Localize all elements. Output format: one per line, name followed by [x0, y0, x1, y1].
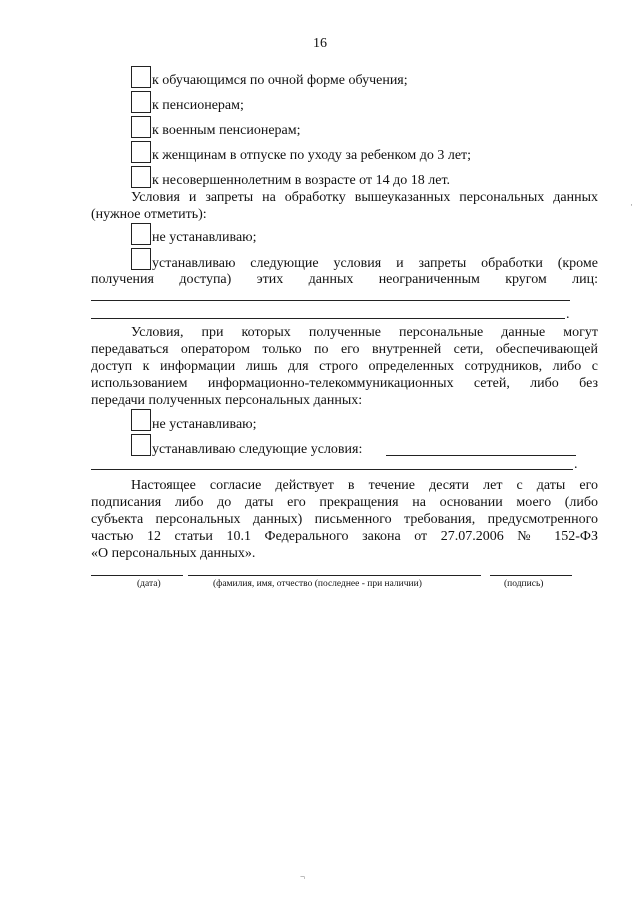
signature-caption: (подпись) [504, 579, 544, 589]
signature-line[interactable] [490, 575, 572, 576]
category-checkbox-military-pensioners[interactable] [131, 116, 151, 138]
network-checkbox-set[interactable] [131, 434, 151, 456]
conditions-checkbox-set[interactable] [131, 248, 151, 270]
paragraph-line: субъекта персональных данных) письменного требования, предусмотренного [91, 512, 598, 527]
category-checkbox-full-time-students[interactable] [131, 66, 151, 88]
line-end-period: . [574, 457, 578, 472]
paragraph-line: подписания либо до даты его прекращения на основании моего (либо [91, 495, 598, 510]
date-caption: (дата) [137, 579, 161, 589]
category-label: к несовершеннолетним в возрасте от 14 до 18 лет. [152, 173, 451, 188]
paragraph-line: использованием информационно-телекоммуникационных сетей, либо без [91, 376, 598, 391]
conditions-heading-note: (нужное отметить): [91, 207, 207, 222]
network-option-label: устанавливаю следующие условия: [152, 442, 363, 457]
paragraph-line: доступ к информации лишь для строго определенных сотрудников, либо с [91, 359, 598, 374]
category-checkbox-minors[interactable] [131, 166, 151, 188]
paragraph-line: Настоящее согласие действует в течение десяти лет с даты его [131, 478, 598, 493]
page-number: 16 [313, 36, 327, 51]
full-name-line[interactable] [188, 575, 481, 576]
network-conditions-fill-inline[interactable] [386, 455, 576, 456]
conditions-fill-line-1[interactable] [91, 300, 570, 301]
scan-mark: · [630, 200, 633, 210]
paragraph-line: Условия, при которых полученные персональные данные могут [131, 325, 598, 340]
network-conditions-paragraph [91, 324, 598, 409]
consent-paragraph [91, 477, 598, 562]
conditions-option-label: устанавливаю следующие условия и запреты обработки (кроме [152, 256, 598, 271]
conditions-option-continuation: получения доступа) этих данных неограниченным кругом лиц: [91, 272, 598, 287]
paragraph-line: передаваться оператором только по его внутренней сети, обеспечивающей [91, 342, 598, 357]
category-label: к пенсионерам; [152, 98, 244, 113]
full-name-caption: (фамилия, имя, отчество (последнее - при наличии) [213, 579, 422, 589]
conditions-heading: Условия и запреты на обработку вышеуказанных персональных данных [131, 190, 598, 205]
scan-mark: ¬ [300, 872, 306, 882]
category-checkbox-pensioners[interactable] [131, 91, 151, 113]
conditions-checkbox-not-set[interactable] [131, 223, 151, 245]
network-checkbox-not-set[interactable] [131, 409, 151, 431]
network-option-label: не устанавливаю; [152, 417, 257, 432]
category-label: к обучающимся по очной форме обучения; [152, 73, 408, 88]
line-end-period: . [566, 307, 570, 322]
conditions-fill-line-2[interactable] [91, 318, 565, 319]
conditions-option-label: не устанавливаю; [152, 230, 257, 245]
paragraph-line: передачи полученных персональных данных: [91, 393, 363, 408]
paragraph-line: частью 12 статьи 10.1 Федерального закона от 27.07.2006 № 152-ФЗ [91, 529, 598, 544]
category-label: к военным пенсионерам; [152, 123, 301, 138]
category-checkbox-maternity-leave[interactable] [131, 141, 151, 163]
network-conditions-fill-line[interactable] [91, 469, 573, 470]
paragraph-line: «О персональных данных». [91, 546, 256, 561]
date-line[interactable] [91, 575, 183, 576]
category-label: к женщинам в отпуске по уходу за ребенком до 3 лет; [152, 148, 472, 163]
